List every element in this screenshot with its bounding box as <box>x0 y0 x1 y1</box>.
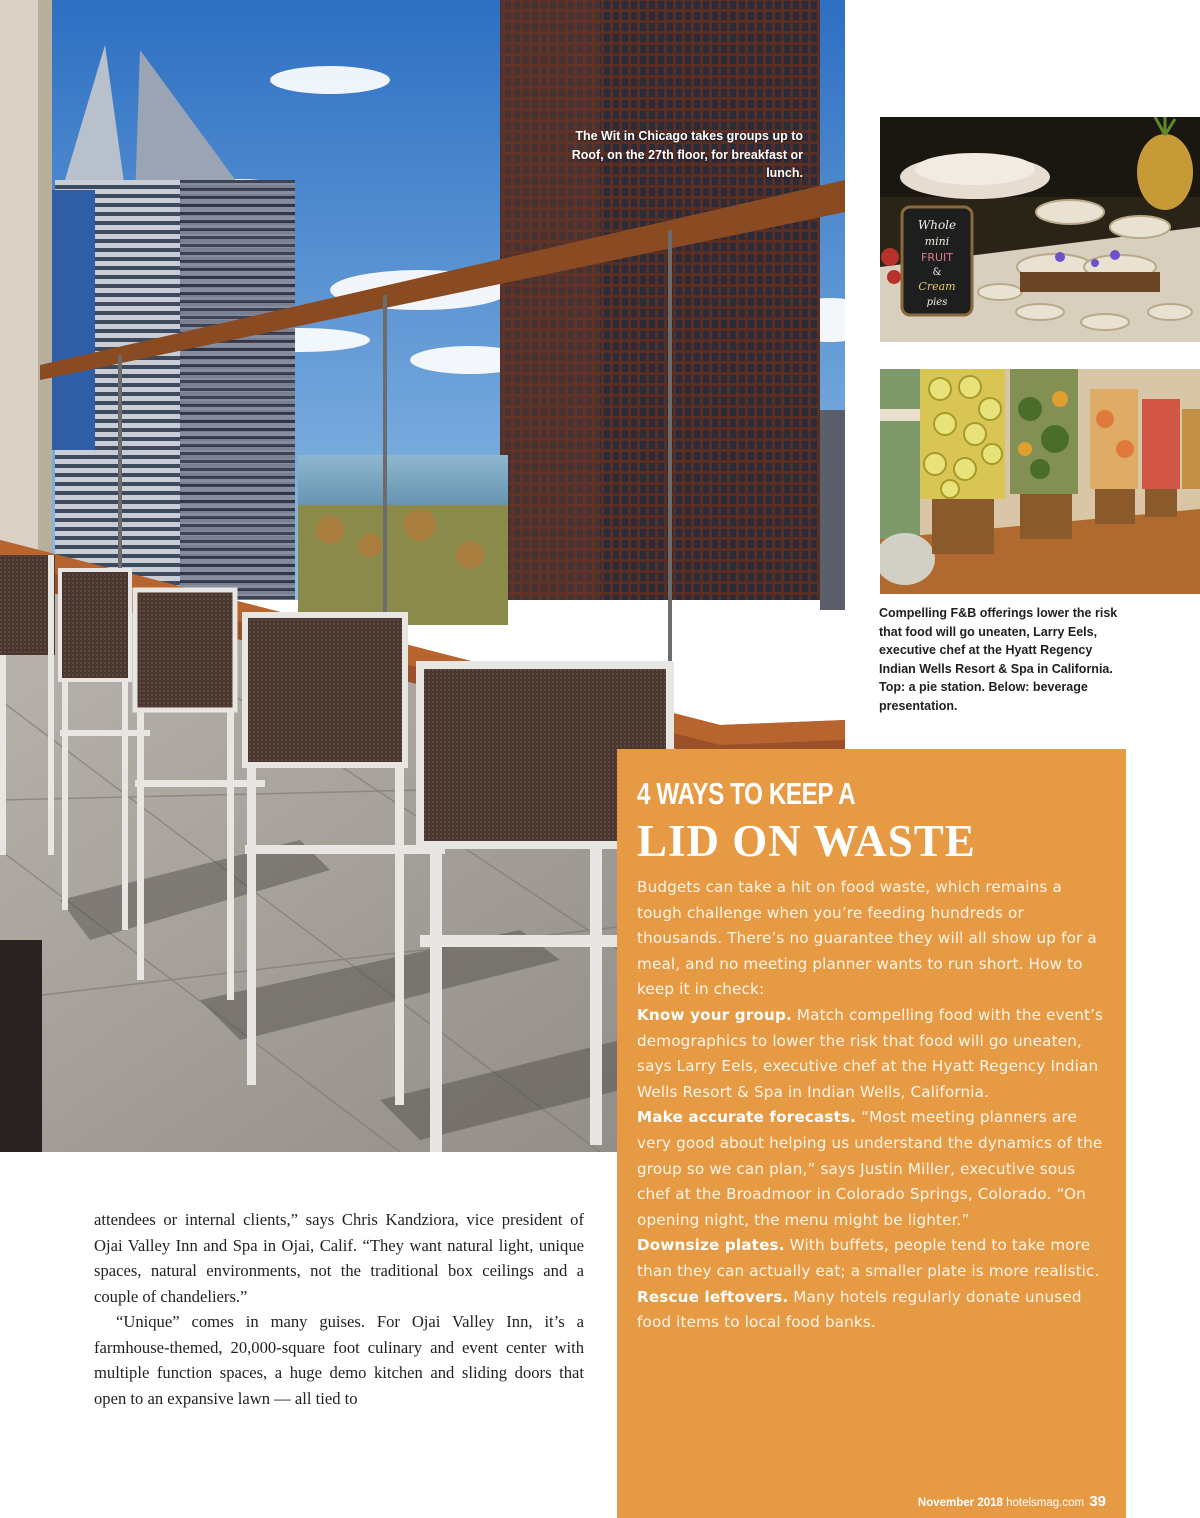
hero-photo-caption: The Wit in Chicago takes groups up to Roof, on the 27th floor, for breakfast or lunch. <box>571 129 803 180</box>
pie-sign-line-2: mini <box>924 235 950 248</box>
tip-text: Many hotels regularly donate unused food items to local food banks. <box>637 1287 1082 1332</box>
page-folio <box>918 1493 1106 1510</box>
tip-text: “Most meeting planners are very good about helping us understand the dynamics of the group so we can plan,” says Justin Miller, executive sous chef at the Broadmoor in Colorado Springs, Colorado. “On opening night, the menu might be lighter.” <box>637 1108 1103 1229</box>
sidebar-intro: Budgets can take a hit on food waste, which remains a tough challenge when you’re feeding hundreds or thousands. There’s no guarantee they will all show up for a meal, and no meeting planner wants to run short. How to keep it in check: <box>637 878 1097 999</box>
article-paragraph: “Unique” comes in many guises. For Ojai Valley Inn, it’s a farmhouse-themed, 20,000-square foot culinary and event center with multiple function spaces, a huge demo kitchen and sliding doors that open to an expansive lawn — all tied to <box>94 1312 584 1408</box>
sidebar-body <box>637 875 1109 1336</box>
tip-lead: Know your group. <box>637 1005 792 1024</box>
tip-lead: Rescue leftovers. <box>637 1287 789 1306</box>
sidebar-tip <box>637 1003 1109 1105</box>
sidebar-kicker: 4 WAYS TO KEEP A <box>637 776 856 811</box>
pie-sign-line-3: FRUIT <box>921 251 953 264</box>
folio-site: hotelsmag.com <box>1006 1497 1085 1509</box>
folio-date: November 2018 <box>917 1497 1003 1509</box>
article-paragraph: attendees or internal clients,” says Chris Kandziora, vice president of Ojai Valley Inn and Spa in Ojai, Calif. “They want natural light, unique spaces, natural environments, not the traditional box ceilings and a couple of chandeliers.” <box>94 1210 584 1306</box>
pie-sign-line-4: & <box>932 267 942 278</box>
article-body <box>94 1207 584 1411</box>
sidebar-tip <box>637 1285 1109 1336</box>
tip-text: Match compelling food with the event’s demographics to lower the risk that food will go uneaten, says Larry Eels, executive chef at the Hyatt Regency Indian Wells Resort & Spa in Indian Wells, California. <box>637 1005 1104 1101</box>
tip-lead: Make accurate forecasts. <box>637 1108 857 1127</box>
waste-tips-sidebar <box>617 749 1126 1518</box>
pie-sign-line-5: Cream <box>918 280 956 293</box>
pie-station-photo <box>880 117 1200 342</box>
beverage-station-illustration <box>880 369 1200 594</box>
pie-sign-line-6: pies <box>926 297 948 308</box>
pie-station-illustration <box>880 117 1200 342</box>
page-number: 39 <box>1089 1493 1106 1510</box>
pie-sign-line-1: Whole <box>917 218 957 232</box>
beverage-station-photo <box>880 369 1200 594</box>
tip-lead: Downsize plates. <box>637 1236 785 1255</box>
sidebar-headline: LID ON WASTE <box>637 816 976 866</box>
sidebar-tip <box>637 1233 1109 1284</box>
tip-text: With buffets, people tend to take more than they can actually eat; a smaller plate is more realistic. <box>637 1236 1100 1280</box>
sidebar-tip <box>637 1105 1109 1233</box>
food-photos-caption: Compelling F&B offerings lower the risk that food will go uneaten, Larry Eels, executive chef at the Hyatt Regency Indian Wells Resort & Spa in California. Top: a pie station. Below: beverage presentation. <box>879 606 1118 713</box>
